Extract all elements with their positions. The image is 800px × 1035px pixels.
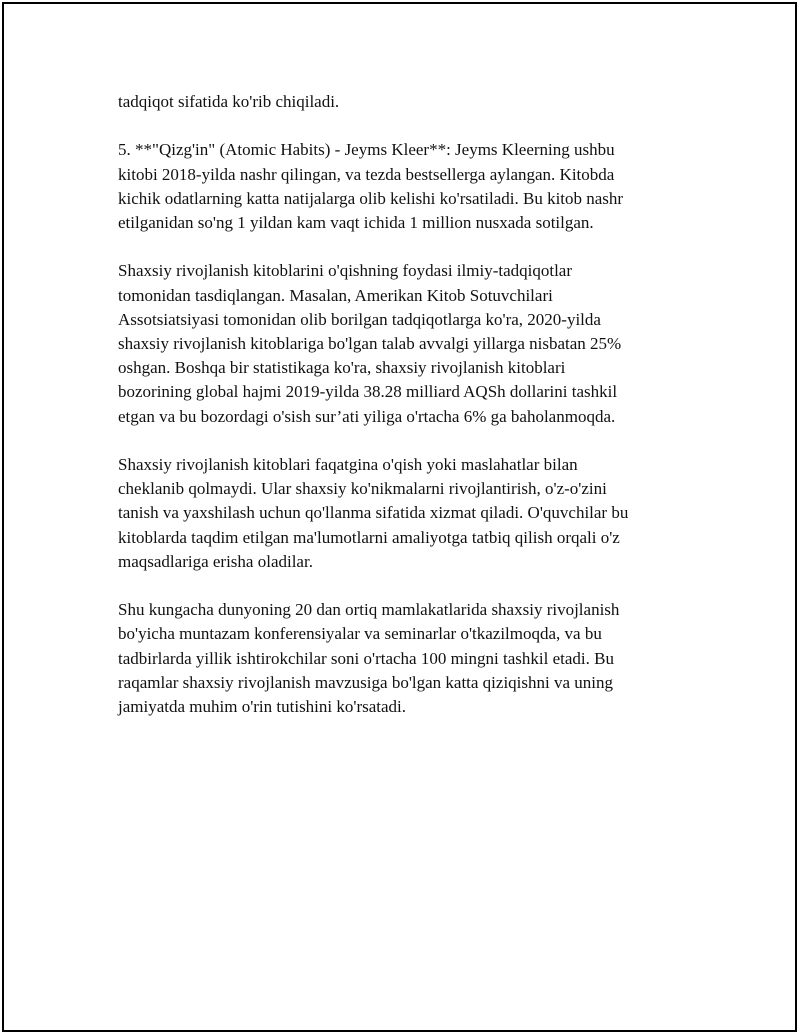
text-line: bo'yicha muntazam konferensiyalar va seminarlar o'tkazilmoqda, va bu (118, 624, 602, 644)
text-line: bozorining global hajmi 2019-yilda 38.28 milliard AQSh dollarini tashkil (118, 382, 618, 402)
text-line: etgan va bu bozordagi o'sish sur’ati yiliga o'rtacha 6% ga baholanmoqda. (118, 406, 616, 426)
paragraph-research-benefits (118, 259, 678, 428)
text-line: maqsadlariga erisha oladilar. (118, 551, 313, 571)
text-line: Shaxsiy rivojlanish kitoblarini o'qishning foydasi ilmiy-tadqiqotlar (118, 261, 572, 281)
text-line: Shu kungacha dunyoning 20 dan ortiq mamlakatlarida shaxsiy rivojlanish (118, 600, 620, 620)
text-line: cheklanib qolmaydi. Ular shaxsiy ko'nikmalarni rivojlantirish, o'z-o'zini (118, 479, 607, 499)
text-line: Assotsiatsiyasi tomonidan olib borilgan tadqiqotlarga ko'ra, 2020-yilda (118, 309, 601, 329)
text-line: raqamlar shaxsiy rivojlanish mavzusiga bo'lgan katta qiziqishni va uning (118, 672, 614, 692)
text-line: tadqiqot sifatida ko'rib chiqiladi. (118, 92, 340, 111)
text-line: Shaxsiy rivojlanish kitoblari faqatgina o'qish yoki maslahatlar bilan (118, 455, 578, 474)
paragraph-continuation (118, 90, 678, 114)
text-line: kichik odatlarning katta natijalarga olib kelishi ko'rsatiladi. Bu kitob nashr (118, 188, 624, 208)
document-body (118, 90, 678, 743)
text-line: kitoblarda taqdim etilgan ma'lumotlarni amaliyotga tatbiq qilish orqali o'z (118, 527, 620, 547)
paragraph-practical-use (118, 453, 678, 574)
paragraph-atomic-habits (118, 138, 678, 235)
text-line: oshgan. Boshqa bir statistikaga ko'ra, shaxsiy rivojlanish kitoblari (118, 358, 566, 378)
text-line: tomonidan tasdiqlangan. Masalan, Amerikan Kitob Sotuvchilari (118, 285, 553, 305)
text-line: kitobi 2018-yilda nashr qilingan, va tezda bestsellerga aylangan. Kitobda (118, 164, 615, 184)
paragraph-conferences (118, 598, 678, 719)
text-line: etilganidan so'ng 1 yildan kam vaqt ichida 1 million nusxada sotilgan. (118, 213, 594, 232)
text-line: 5. **"Qizg'in" (Atomic Habits) - Jeyms Kleer**: Jeyms Kleerning ushbu (118, 140, 615, 160)
text-line: tanish va yaxshilash uchun qo'llanma sifatida xizmat qiladi. O'quvchilar bu (118, 503, 629, 523)
text-line: jamiyatda muhim o'rin tutishini ko'rsatadi. (118, 697, 407, 717)
text-line: tadbirlarda yillik ishtirokchilar soni o'rtacha 100 mingni tashkil etadi. Bu (118, 648, 614, 668)
text-line: shaxsiy rivojlanish kitoblariga bo'lgan talab avvalgi yillarga nisbatan 25% (118, 334, 622, 353)
